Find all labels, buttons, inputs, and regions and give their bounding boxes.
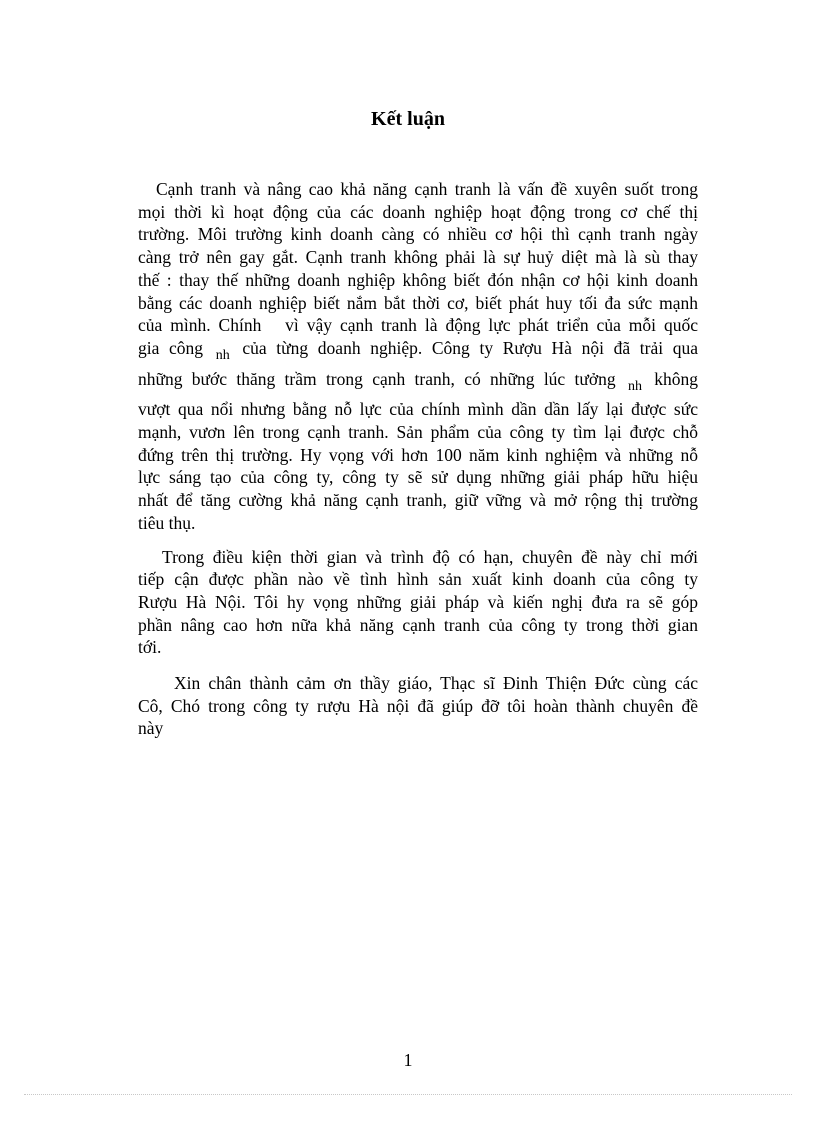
- paragraph-3: [138, 672, 698, 740]
- text-line: tiêu thụ.: [138, 512, 196, 533]
- text-fragment: những bước thăng trầm trong cạnh tranh, có những lúc tưởng: [138, 368, 616, 389]
- text-line: của mình. Chính vì vậy cạnh tranh là động lực phát triển của mỗi quốc: [138, 315, 698, 336]
- stray-fragment: nh: [627, 378, 642, 394]
- text-line-with-fragment: [138, 368, 698, 399]
- text-fragment: gia công: [138, 337, 204, 358]
- text-line: Cạnh tranh và nâng cao khả năng cạnh tranh là vấn đề xuyên suốt trong: [156, 179, 698, 199]
- text-fragment: không: [654, 368, 699, 389]
- page-title: Kết luận: [371, 108, 445, 130]
- document-body: [138, 178, 698, 740]
- text-line: nhất để tăng cường khả năng cạnh tranh, giữ vững và mở rộng thị trường: [138, 490, 698, 511]
- text-line: trường. Môi trường kinh doanh càng có nhiều cơ hội thì cạnh tranh ngày: [138, 224, 698, 245]
- text-line: càng trở nên gay gắt. Cạnh tranh không phải là sự huỷ diệt mà là sù thay: [138, 247, 698, 268]
- text-line: Cô, Chó trong công ty rượu Hà nội đã giúp đỡ tôi hoàn thành chuyên đề: [138, 695, 698, 716]
- text-line: vượt qua nổi nhưng bằng nỗ lực của chính mình dần dần lấy lại được sức: [138, 399, 698, 420]
- text-line: mạnh, vươn lên trong cạnh tranh. Sản phẩm của công ty tìm lại được chỗ: [138, 422, 698, 443]
- text-line: Trong điều kiện thời gian và trình độ có hạn, chuyên đề này chỉ mới: [162, 546, 698, 567]
- text-line: lực sáng tạo của công ty, công ty sẽ sử dụng những giải pháp hữu hiệu: [138, 467, 698, 488]
- text-line: mọi thời kì hoạt động của các doanh nghiệp hoạt động trong cơ chế thị: [138, 201, 698, 222]
- text-line: tới.: [138, 637, 162, 658]
- text-line: này: [138, 718, 164, 739]
- paragraph-2: [138, 546, 698, 660]
- text-line: Xin chân thành cảm ơn thầy giáo, Thạc sĩ Đinh Thiện Đức cùng các: [174, 673, 698, 694]
- text-line: thế : thay thế những doanh nghiệp không biết đón nhận cơ hội kinh doanh: [138, 269, 698, 290]
- text-line: phần nâng cao hơn nữa khả năng cạnh tranh của công ty trong thời gian: [138, 614, 698, 635]
- paragraph-1: [138, 178, 698, 535]
- page-number: 1: [403, 1050, 413, 1070]
- text-line: Rượu Hà Nội. Tôi hy vọng những giải pháp và kiến nghị đưa ra sẽ góp: [138, 591, 698, 612]
- text-line: tiếp cận được phần nào về tình hình sản xuất kinh doanh của công ty: [138, 569, 698, 590]
- text-line: đứng trên thị trường. Hy vọng với hơn 100 năm kinh nghiệm và những nỗ: [138, 444, 698, 465]
- text-line-with-fragment: [138, 337, 698, 368]
- stray-fragment: nh: [215, 347, 230, 363]
- page-bottom-rule: [24, 1094, 792, 1095]
- text-fragment: của từng doanh nghiệp. Công ty Rượu Hà nội đã trải qua: [242, 337, 699, 358]
- text-line: bằng các doanh nghiệp biết nắm bắt thời cơ, biết phát huy tối đa sức mạnh: [138, 292, 698, 313]
